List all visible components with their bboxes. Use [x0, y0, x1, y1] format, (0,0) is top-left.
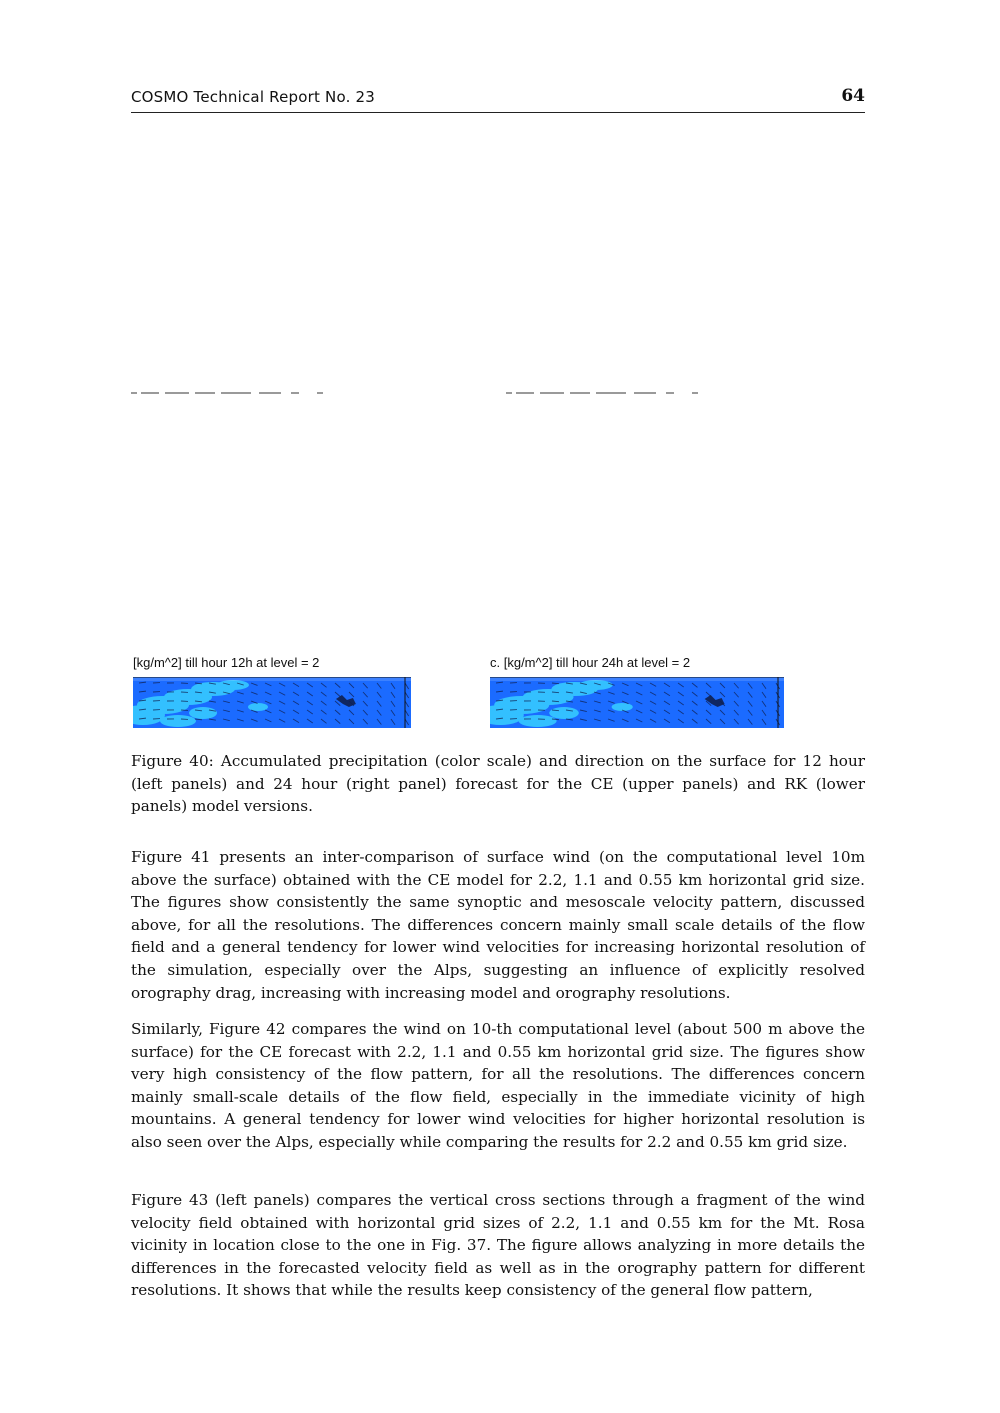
faint-panel-title-upper-left [131, 391, 331, 395]
page-header [131, 88, 865, 113]
body-paragraph-1: Figure 41 presents an inter-comparison of surface wind (on the computational level 10m above the surface) obtained with the CE model for 2.2, 1.1 and 0.55 km horizontal grid size. The figures show consistently the same synoptic and mesoscale velocity pattern, discussed above, for all the resolutions. The differences concern mainly small scale details of the flow field and a general tendency for lower wind velocities for increasing horizontal resolution of the simulation, especially over the Alps, suggesting an influence of explicitly resolved orography drag, increasing with increasing model and orography resolutions. [131, 848, 865, 1002]
page-number: 64 [841, 86, 865, 106]
report-title: COSMO Technical Report No. 23 [131, 88, 376, 106]
body-paragraph-2: Similarly, Figure 42 compares the wind on 10-th computational level (about 500 m above the surface) for the CE forecast with 2.2, 1.1 and 0.55 km horizontal grid size. The figures show very high consistency of the flow pattern, for all the resolutions. The differences concern mainly small-scale details of the flow field, especially in the immediate vicinity of high mountains. A general tendency for lower wind velocities for higher horizontal resolution is also seen over the Alps, especially while comparing the results for 2.2 and 0.55 km grid size. [131, 1020, 865, 1151]
right-panel-title: c. [kg/m^2] till hour 24h at level = 2 [490, 655, 691, 670]
figure-caption: Figure 40: Accumulated precipitation (color scale) and direction on the surface for 12 hour (left panels) and 24 hour (right panel) forecast for the CE (upper panels) and RK (lower panels) model versions. [131, 752, 865, 816]
left-panel-title: [kg/m^2] till hour 12h at level = 2 [133, 655, 320, 670]
body-paragraph-3: Figure 43 (left panels) compares the vertical cross sections through a fragment of the wind velocity field obtained with horizontal grid sizes of 2.2, 1.1 and 0.55 km for the Mt. Rosa vicinity in location close to the one in Fig. 37. The figure allows analyzing in more details the differences in the forecasted velocity field as well as in the orography pattern for different resolutions. It shows that while the results keep consistency of the general flow pattern, [131, 1191, 865, 1300]
faint-panel-title-upper-right [506, 391, 706, 395]
left-panel-field [133, 677, 411, 728]
right-panel-field [490, 677, 784, 728]
